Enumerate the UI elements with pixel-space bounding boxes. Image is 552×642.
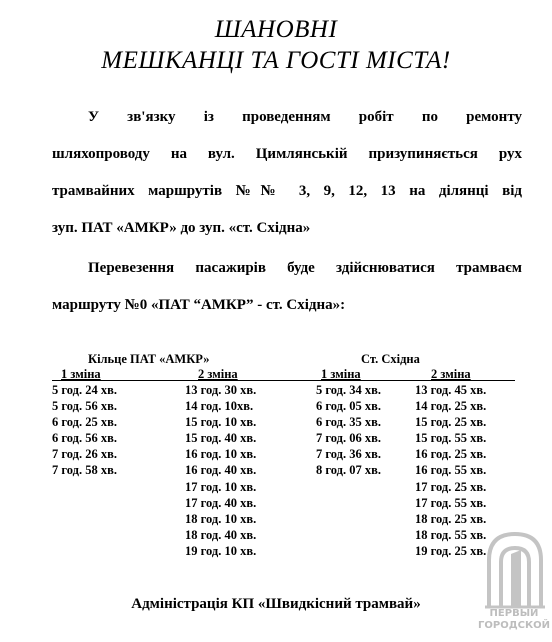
time-cell: 6 год. 25 хв. bbox=[52, 415, 117, 430]
time-cell: 15 год. 10 хв. bbox=[185, 415, 257, 430]
time-cell: 13 год. 45 хв. bbox=[415, 383, 487, 397]
time-cell: 14 год. 25 хв. bbox=[415, 399, 487, 414]
left-station-header: Кільце ПАТ «АМКР» bbox=[88, 352, 210, 366]
time-cell: 15 год. 55 хв. bbox=[415, 431, 487, 446]
paragraph-line: Перевезення пасажирів буде здійснюватися трамваєм bbox=[88, 260, 522, 276]
time-cell: 17 год. 55 хв. bbox=[415, 495, 487, 510]
time-cell: 5 год. 34 хв. bbox=[316, 383, 381, 397]
time-cell: 7 год. 26 хв. bbox=[52, 447, 117, 462]
left-shift1-header: 1 зміна bbox=[61, 367, 101, 381]
time-cell: 16 год. 10 хв. bbox=[185, 447, 257, 462]
time-cell: 7 год. 36 хв. bbox=[316, 447, 381, 462]
watermark-line-1: ПЕРВЫЙ bbox=[489, 608, 539, 619]
time-cell: 5 год. 24 хв. bbox=[52, 383, 117, 397]
header-rule bbox=[52, 380, 515, 381]
title-line-1: ШАНОВНІ bbox=[214, 16, 338, 43]
time-cell: 18 год. 10 хв. bbox=[185, 511, 257, 526]
time-cell: 17 год. 40 хв. bbox=[185, 495, 257, 510]
time-cell: 8 год. 07 хв. bbox=[316, 463, 381, 478]
time-cell: 15 год. 40 хв. bbox=[185, 431, 257, 446]
time-cell: 16 год. 25 хв. bbox=[415, 447, 487, 462]
time-cell: 7 год. 06 хв. bbox=[316, 431, 381, 446]
time-cell: 17 год. 10 хв. bbox=[185, 479, 257, 494]
time-cell: 13 год. 30 хв. bbox=[185, 383, 257, 397]
time-cell: 14 год. 10хв. bbox=[185, 399, 254, 414]
left-shift2-column bbox=[185, 382, 256, 559]
time-cell: 15 год. 25 хв. bbox=[415, 415, 487, 430]
time-cell: 5 год. 56 хв. bbox=[52, 399, 117, 414]
watermark-text bbox=[476, 608, 552, 632]
left-shift1-column bbox=[52, 382, 117, 479]
paragraph-line: трамвайних маршрутів №№ 3, 9, 12, 13 на ділянці від bbox=[52, 183, 522, 199]
time-cell: 18 год. 40 хв. bbox=[185, 527, 257, 542]
paragraph-line: зуп. ПАТ «АМКР» до зуп. «ст. Східна» bbox=[52, 220, 311, 236]
time-cell: 7 год. 58 хв. bbox=[52, 463, 117, 478]
paragraph-line: У зв'язку із проведенням робіт по ремонту bbox=[88, 109, 522, 125]
time-cell: 16 год. 55 хв. bbox=[415, 463, 487, 478]
right-station-header: Ст. Східна bbox=[361, 352, 420, 366]
time-cell: 19 год. 25 хв. bbox=[415, 543, 487, 558]
right-shift1-header: 1 зміна bbox=[321, 367, 361, 381]
time-cell: 6 год. 05 хв. bbox=[316, 399, 381, 414]
time-cell: 18 год. 55 хв. bbox=[415, 527, 487, 542]
left-shift2-header: 2 зміна bbox=[198, 367, 238, 381]
paragraph-line: маршруту №0 «ПАТ “АМКР” - ст. Східна»: bbox=[52, 297, 346, 313]
time-cell: 6 год. 56 хв. bbox=[52, 431, 117, 446]
watermark-line-2: ГОРОДСКОЙ bbox=[478, 620, 550, 631]
time-cell: 18 год. 25 хв. bbox=[415, 511, 487, 526]
right-shift2-header: 2 зміна bbox=[431, 367, 471, 381]
administration-signature: Адміністрація КП «Швидкісний трамвай» bbox=[131, 596, 421, 612]
right-shift1-column bbox=[316, 382, 381, 479]
paragraph-line: шляхопроводу на вул. Цимлянській призупиняється рух bbox=[52, 146, 522, 162]
title-line-2: МЕШКАНЦІ ТА ГОСТІ МІСТА! bbox=[101, 47, 451, 74]
time-cell: 17 год. 25 хв. bbox=[415, 479, 487, 494]
time-cell: 16 год. 40 хв. bbox=[185, 463, 257, 478]
time-cell: 19 год. 10 хв. bbox=[185, 543, 257, 558]
time-cell: 6 год. 35 хв. bbox=[316, 415, 381, 430]
